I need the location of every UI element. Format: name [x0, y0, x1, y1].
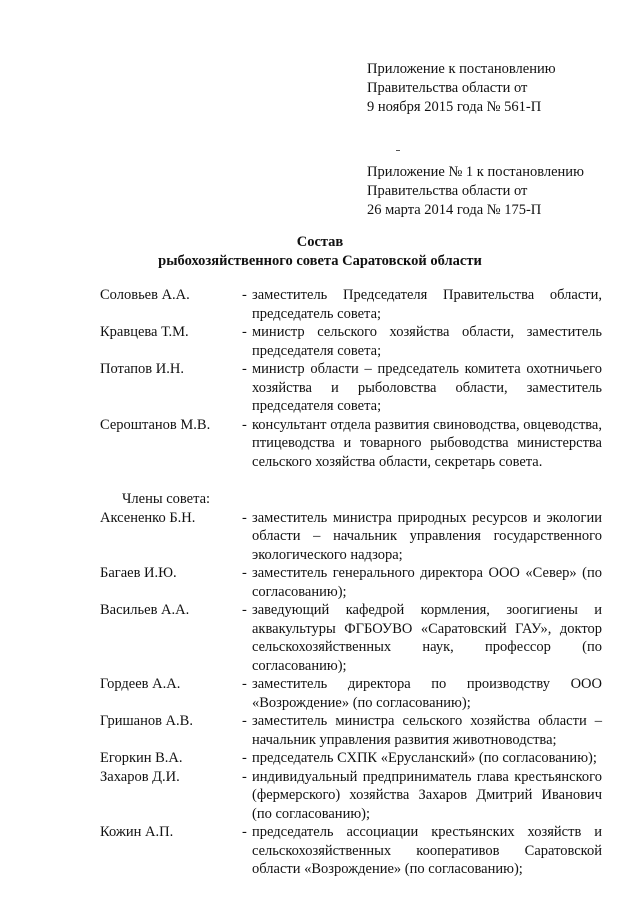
dash-separator: - — [242, 713, 247, 729]
list-item — [100, 416, 602, 472]
member-role: индивидуальный предприниматель глава крестьянского (фермерского) хозяйства Захаров Дмитрий Иванович (по согласованию); — [252, 768, 602, 822]
member-role: министр сельского хозяйства области, заместитель председателя совета; — [252, 324, 602, 359]
member-name: Захаров Д.И. — [100, 768, 180, 785]
member-role: заведующий кафедрой кормления, зоогигиены и аквакультуры ФГБОУВО «Саратовский ГАУ», доктор сельскохозяйственных наук, профессор (по согласованию); — [252, 602, 602, 674]
member-role: консультант отдела развития свиноводства, овцеводства, птицеводства и товарного рыбоводства министерства сельского хозяйства области, секретарь совета. — [252, 416, 602, 470]
dash-separator: - — [242, 324, 247, 340]
list-item — [100, 286, 602, 323]
list-item — [100, 749, 602, 768]
dash-separator: - — [242, 509, 247, 526]
member-name: Егоркин В.А. — [100, 750, 183, 766]
list-item — [100, 564, 602, 601]
list-item — [100, 675, 602, 712]
list-item — [100, 712, 602, 749]
members-list — [100, 509, 602, 879]
dash-separator: - — [242, 768, 247, 785]
member-role: заместитель генерального директора ООО «Север» (по согласованию); — [252, 565, 602, 600]
appendix-header-current — [367, 60, 556, 117]
appendix-line: Правительства области от — [367, 183, 528, 199]
member-name: Гришанов А.В. — [100, 713, 193, 729]
member-name: Аксененко Б.Н. — [100, 509, 196, 526]
member-name: Кравцева Т.М. — [100, 324, 189, 340]
member-role: заместитель министра сельского хозяйства области – начальник управления развития животноводства; — [252, 713, 602, 748]
members-heading: Члены совета: — [122, 491, 211, 507]
list-item — [100, 509, 602, 565]
member-name: Гордеев А.А. — [100, 676, 181, 692]
dash-separator: - — [242, 824, 247, 840]
list-item — [100, 768, 602, 824]
member-name: Кожин А.П. — [100, 824, 174, 840]
dash-separator: - — [242, 565, 247, 581]
appendix-line: 26 марта 2014 года № 175-П — [367, 202, 542, 218]
list-item — [100, 323, 602, 360]
dash-separator: - — [242, 602, 247, 618]
member-name: Багаев И.Ю. — [100, 565, 177, 581]
list-item — [100, 601, 602, 675]
appendix-header-original — [367, 163, 584, 220]
council-roster — [100, 286, 602, 879]
member-role: заместитель министра природных ресурсов и экологии области – начальник управления государственного экологического надзора; — [252, 509, 602, 563]
member-name: Соловьев А.А. — [100, 287, 190, 303]
member-name: Потапов И.Н. — [100, 361, 184, 377]
member-name: Васильев А.А. — [100, 602, 190, 618]
title-line: рыбохозяйственного совета Саратовской области — [158, 253, 482, 269]
scan-mark — [396, 150, 400, 151]
appendix-line: Приложение № 1 к постановлению — [367, 164, 584, 180]
title-line: Состав — [296, 234, 344, 250]
dash-separator: - — [242, 287, 247, 303]
document-title — [0, 233, 640, 271]
dash-separator: - — [242, 416, 247, 433]
dash-separator: - — [242, 750, 247, 766]
member-role: председатель СХПК «Ерусланский» (по согласованию); — [252, 750, 597, 766]
dash-separator: - — [242, 676, 247, 692]
member-role: председатель ассоциации крестьянских хозяйств и сельскохозяйственных кооперативов Саратовской области «Возрождение» (по согласованию); — [252, 824, 602, 877]
member-name: Серoштанов М.В. — [100, 416, 211, 433]
appendix-line: Правительства области от — [367, 80, 528, 96]
list-item — [100, 360, 602, 416]
member-role: заместитель директора по производству ООО «Возрождение» (по согласованию); — [252, 676, 602, 711]
member-role: министр области – председатель комитета охотничьего хозяйства и рыболовства области, заместитель председателя совета; — [252, 361, 602, 414]
member-role: заместитель Председателя Правительства области, председатель совета; — [252, 287, 602, 322]
appendix-line: 9 ноября 2015 года № 561-П — [367, 99, 542, 115]
appendix-line: Приложение к постановлению — [367, 61, 556, 77]
list-item — [100, 823, 602, 879]
leadership-list — [100, 286, 602, 471]
dash-separator: - — [242, 361, 247, 377]
